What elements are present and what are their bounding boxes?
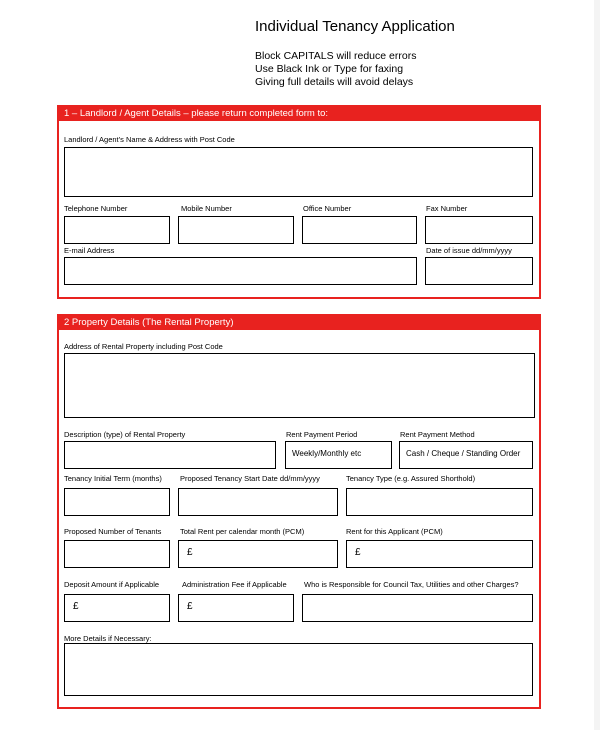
input-rent-method[interactable] <box>399 441 533 469</box>
input-office[interactable] <box>302 216 417 244</box>
input-num-tenants[interactable] <box>64 540 170 568</box>
scrollbar[interactable] <box>594 0 600 730</box>
section-2-heading: 2 Property Details (The Rental Property) <box>59 316 539 330</box>
input-rent-applicant[interactable] <box>346 540 533 568</box>
input-start-date[interactable] <box>178 488 338 516</box>
label-council-tax: Who is Responsible for Council Tax, Utilities and other Charges? <box>304 580 519 589</box>
input-fax[interactable] <box>425 216 533 244</box>
rent-period-value: Weekly/Monthly etc <box>292 449 362 458</box>
label-initial-term: Tenancy Initial Term (months) <box>64 474 162 483</box>
input-description[interactable] <box>64 441 276 469</box>
input-mobile[interactable] <box>178 216 294 244</box>
input-initial-term[interactable] <box>64 488 170 516</box>
label-date-issue: Date of issue dd/mm/yyyy <box>426 246 512 255</box>
input-email[interactable] <box>64 257 417 285</box>
label-email: E-mail Address <box>64 246 115 255</box>
instruction-full-details: Giving full details will avoid delays <box>255 76 414 88</box>
label-mobile: Mobile Number <box>181 204 232 213</box>
rent-method-value: Cash / Cheque / Standing Order <box>406 449 521 458</box>
label-start-date: Proposed Tenancy Start Date dd/mm/yyyy <box>180 474 320 483</box>
label-more-details: More Details if Necessary: <box>64 634 152 643</box>
currency-symbol: £ <box>187 547 193 558</box>
label-name-address: Landlord / Agent’s Name & Address with Post Code <box>64 135 235 144</box>
label-total-rent: Total Rent per calendar month (PCM) <box>180 527 305 536</box>
label-telephone: Telephone Number <box>64 204 128 213</box>
label-property-address: Address of Rental Property including Post Code <box>64 342 223 351</box>
label-rent-period: Rent Payment Period <box>286 430 358 439</box>
input-deposit[interactable] <box>64 594 170 622</box>
input-council-tax[interactable] <box>302 594 533 622</box>
label-office: Office Number <box>303 204 352 213</box>
page-title: Individual Tenancy Application <box>255 18 455 35</box>
input-telephone[interactable] <box>64 216 170 244</box>
label-tenancy-type: Tenancy Type (e.g. Assured Shorthold) <box>346 474 476 483</box>
instruction-black-ink: Use Black Ink or Type for faxing <box>255 63 404 75</box>
currency-symbol: £ <box>187 601 193 612</box>
section-1-heading: 1 – Landlord / Agent Details – please return completed form to: <box>59 107 539 121</box>
currency-symbol: £ <box>355 547 361 558</box>
input-tenancy-type[interactable] <box>346 488 533 516</box>
section-property-details <box>57 314 541 709</box>
currency-symbol: £ <box>73 601 79 612</box>
input-admin-fee[interactable] <box>178 594 294 622</box>
input-more-details[interactable] <box>64 643 533 696</box>
label-admin-fee: Administration Fee if Applicable <box>182 580 287 589</box>
label-deposit: Deposit Amount if Applicable <box>64 580 160 589</box>
label-rent-applicant: Rent for this Applicant (PCM) <box>346 527 443 536</box>
input-property-address[interactable] <box>64 353 535 418</box>
label-rent-method: Rent Payment Method <box>400 430 475 439</box>
input-landlord-name-address[interactable] <box>64 147 533 197</box>
label-num-tenants: Proposed Number of Tenants <box>64 527 162 536</box>
label-description: Description (type) of Rental Property <box>64 430 186 439</box>
instruction-capitals: Block CAPITALS will reduce errors <box>255 50 417 62</box>
section-landlord-agent <box>57 105 541 299</box>
input-rent-period[interactable] <box>285 441 392 469</box>
input-date-issue[interactable] <box>425 257 533 285</box>
label-fax: Fax Number <box>426 204 468 213</box>
input-total-rent[interactable] <box>178 540 338 568</box>
